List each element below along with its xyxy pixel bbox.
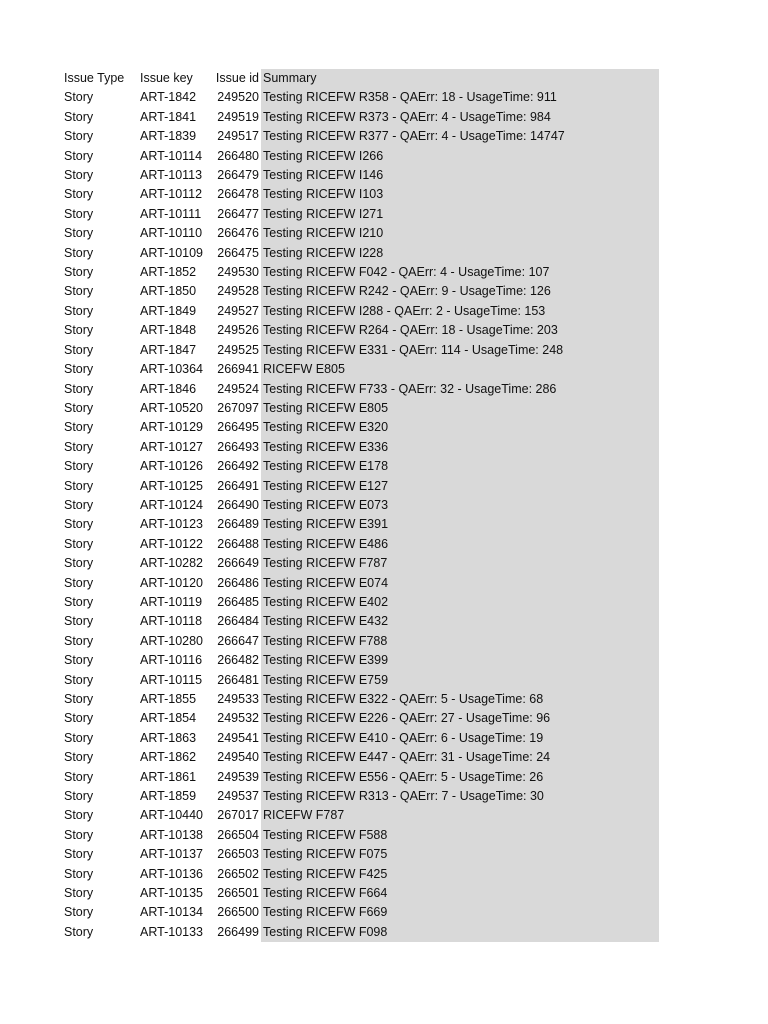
cell-issue-type[interactable]: Story xyxy=(64,109,94,124)
cell-summary[interactable]: RICEFW F787 xyxy=(261,806,659,825)
cell-issue-type[interactable]: Story xyxy=(64,284,94,299)
cell-issue-id[interactable]: 266499 xyxy=(217,924,259,939)
cell-issue-id[interactable]: 249532 xyxy=(217,711,259,726)
cell-issue-key[interactable]: ART-10122 xyxy=(140,536,204,551)
cell-issue-type[interactable]: Story xyxy=(64,517,94,532)
table-row xyxy=(60,282,659,301)
cell-issue-id[interactable]: 266479 xyxy=(217,168,259,183)
cell-issue-id[interactable]: 249517 xyxy=(217,129,259,144)
cell-summary[interactable]: Testing RICEFW R242 - QAErr: 9 - UsageTime: 126 xyxy=(261,282,659,301)
header-issue-id[interactable]: Issue id xyxy=(215,71,259,85)
cell-summary[interactable]: Testing RICEFW F425 xyxy=(261,865,659,884)
table-row xyxy=(60,477,659,496)
cell-issue-id[interactable]: 266492 xyxy=(217,459,259,474)
cell-summary[interactable]: Testing RICEFW E432 xyxy=(261,612,659,631)
cell-issue-key[interactable]: ART-1849 xyxy=(140,303,197,318)
cell-issue-type[interactable]: Story xyxy=(64,808,94,823)
cell-issue-type[interactable]: Story xyxy=(64,265,94,280)
cell-issue-id[interactable]: 266476 xyxy=(217,226,259,241)
cell-issue-key[interactable]: ART-1854 xyxy=(140,711,197,726)
table-row xyxy=(60,690,659,709)
table-row xyxy=(60,438,659,457)
cell-summary[interactable]: Testing RICEFW F042 - QAErr: 4 - UsageTime: 107 xyxy=(261,263,659,282)
cell-issue-key[interactable]: ART-10113 xyxy=(140,168,203,183)
cell-summary[interactable]: Testing RICEFW I271 xyxy=(261,205,659,224)
cell-issue-type[interactable]: Story xyxy=(64,653,94,668)
cell-issue-key[interactable]: ART-1846 xyxy=(140,381,197,396)
table-row xyxy=(60,341,659,360)
cell-issue-id[interactable]: 249540 xyxy=(217,750,259,765)
cell-issue-key[interactable]: ART-1839 xyxy=(140,129,197,144)
cell-issue-type[interactable]: Story xyxy=(64,827,94,842)
table-row xyxy=(60,554,659,573)
cell-issue-id[interactable]: 249541 xyxy=(217,730,259,745)
cell-issue-type[interactable]: Story xyxy=(64,575,94,590)
cell-issue-type[interactable]: Story xyxy=(64,769,94,784)
cell-summary[interactable]: Testing RICEFW R377 - QAErr: 4 - UsageTime: 14747 xyxy=(261,127,659,146)
table-row xyxy=(60,127,659,146)
table-row xyxy=(60,321,659,340)
cell-issue-key[interactable]: ART-10138 xyxy=(140,827,204,842)
cell-summary[interactable]: Testing RICEFW F733 - QAErr: 32 - UsageTime: 286 xyxy=(261,380,659,399)
table-row xyxy=(60,903,659,922)
cell-issue-key[interactable]: ART-10133 xyxy=(140,924,204,939)
cell-issue-id[interactable]: 266501 xyxy=(217,886,259,901)
cell-issue-id[interactable]: 249533 xyxy=(217,692,259,706)
header-issue-key[interactable]: Issue key xyxy=(140,71,193,85)
cell-issue-key[interactable]: ART-10114 xyxy=(140,148,203,163)
header-issue-type[interactable]: Issue Type xyxy=(64,71,125,85)
table-row xyxy=(60,593,659,612)
cell-summary[interactable]: Testing RICEFW E127 xyxy=(261,477,659,496)
cell-issue-id[interactable]: 249520 xyxy=(217,90,259,105)
cell-issue-type[interactable]: Story xyxy=(64,672,94,687)
cell-issue-id[interactable]: 267017 xyxy=(217,808,259,823)
table-row xyxy=(60,515,659,534)
cell-issue-id[interactable]: 266481 xyxy=(217,672,259,687)
table-row xyxy=(60,748,659,767)
table-row xyxy=(60,768,659,787)
cell-summary[interactable]: Testing RICEFW R373 - QAErr: 4 - UsageTime: 984 xyxy=(261,108,659,127)
cell-issue-id[interactable]: 267097 xyxy=(217,400,259,415)
table-row xyxy=(60,224,659,243)
cell-summary[interactable]: Testing RICEFW I288 - QAErr: 2 - UsageTime: 153 xyxy=(261,302,659,321)
cell-issue-type[interactable]: Story xyxy=(64,886,94,901)
cell-issue-type[interactable]: Story xyxy=(64,750,94,765)
cell-issue-id[interactable]: 266493 xyxy=(217,439,259,454)
cell-issue-key[interactable]: ART-10126 xyxy=(140,459,204,474)
table-row xyxy=(60,787,659,806)
cell-summary[interactable]: Testing RICEFW F787 xyxy=(261,554,659,573)
cell-issue-id[interactable]: 266478 xyxy=(217,187,259,202)
cell-issue-key[interactable]: ART-10118 xyxy=(140,614,203,629)
cell-issue-key[interactable]: ART-10111 xyxy=(140,206,202,221)
table-row xyxy=(60,612,659,631)
cell-issue-type[interactable]: Story xyxy=(64,187,94,202)
cell-issue-type[interactable]: Story xyxy=(64,226,94,241)
cell-summary[interactable]: Testing RICEFW E410 - QAErr: 6 - UsageTime: 19 xyxy=(261,729,659,748)
cell-issue-type[interactable]: Story xyxy=(64,323,94,338)
table-row xyxy=(60,380,659,399)
table-row xyxy=(60,632,659,651)
cell-issue-id[interactable]: 249525 xyxy=(217,342,259,357)
table-row xyxy=(60,535,659,554)
cell-issue-key[interactable]: ART-10364 xyxy=(140,362,204,377)
cell-issue-type[interactable]: Story xyxy=(64,692,94,706)
table-row xyxy=(60,360,659,379)
cell-issue-key[interactable]: ART-10116 xyxy=(140,653,203,668)
cell-issue-key[interactable]: ART-10520 xyxy=(140,400,204,415)
header-row xyxy=(60,69,659,88)
cell-issue-key[interactable]: ART-10127 xyxy=(140,439,204,454)
cell-issue-id[interactable]: 266480 xyxy=(217,148,259,163)
cell-summary[interactable]: Testing RICEFW R264 - QAErr: 18 - UsageTime: 203 xyxy=(261,321,659,340)
cell-issue-key[interactable]: ART-10124 xyxy=(140,497,204,512)
cell-issue-key[interactable]: ART-10110 xyxy=(140,226,203,241)
cell-summary[interactable]: Testing RICEFW E805 xyxy=(261,399,659,418)
cell-summary[interactable]: Testing RICEFW I228 xyxy=(261,244,659,263)
cell-summary[interactable]: Testing RICEFW F075 xyxy=(261,845,659,864)
table-row xyxy=(60,671,659,690)
table-row xyxy=(60,108,659,127)
table-row xyxy=(60,185,659,204)
cell-summary[interactable]: RICEFW E805 xyxy=(261,360,659,379)
cell-issue-type[interactable]: Story xyxy=(64,148,94,163)
cell-summary[interactable]: Testing RICEFW I266 xyxy=(261,147,659,166)
table-row xyxy=(60,457,659,476)
cell-issue-key[interactable]: ART-10134 xyxy=(140,905,204,920)
cell-issue-id[interactable]: 266477 xyxy=(217,206,259,221)
table-row xyxy=(60,205,659,224)
issues-sheet xyxy=(60,69,659,942)
table-row xyxy=(60,709,659,728)
cell-issue-type[interactable]: Story xyxy=(64,400,94,415)
cell-issue-type[interactable]: Story xyxy=(64,730,94,745)
cell-summary[interactable]: Testing RICEFW I210 xyxy=(261,224,659,243)
cell-issue-key[interactable]: ART-1847 xyxy=(140,342,197,357)
cell-issue-key[interactable]: ART-10136 xyxy=(140,866,204,881)
cell-issue-type[interactable]: Story xyxy=(64,711,94,726)
cell-issue-type[interactable]: Story xyxy=(64,168,94,183)
cell-issue-key[interactable]: ART-10137 xyxy=(140,847,204,862)
table-row xyxy=(60,826,659,845)
cell-issue-type[interactable]: Story xyxy=(64,90,94,105)
cell-summary[interactable]: Testing RICEFW F788 xyxy=(261,632,659,651)
cell-issue-id[interactable]: 266649 xyxy=(217,556,259,571)
table-row xyxy=(60,166,659,185)
cell-issue-id[interactable]: 266504 xyxy=(217,827,259,842)
cell-issue-type[interactable]: Story xyxy=(64,497,94,512)
cell-summary[interactable]: Testing RICEFW E391 xyxy=(261,515,659,534)
cell-issue-id[interactable]: 266500 xyxy=(217,905,259,920)
cell-summary[interactable]: Testing RICEFW E399 xyxy=(261,651,659,670)
cell-issue-id[interactable]: 266503 xyxy=(217,847,259,862)
cell-issue-type[interactable]: Story xyxy=(64,420,94,435)
cell-issue-id[interactable]: 266490 xyxy=(217,497,259,512)
cell-issue-id[interactable]: 249519 xyxy=(217,109,259,124)
cell-issue-id[interactable]: 266495 xyxy=(217,420,259,435)
cell-issue-key[interactable]: ART-1852 xyxy=(140,265,197,280)
cell-issue-type[interactable]: Story xyxy=(64,342,94,357)
cell-issue-type[interactable]: Story xyxy=(64,129,94,144)
cell-issue-id[interactable]: 249524 xyxy=(217,381,259,396)
cell-issue-type[interactable]: Story xyxy=(64,206,94,221)
cell-issue-type[interactable]: Story xyxy=(64,594,94,609)
cell-summary[interactable]: Testing RICEFW E226 - QAErr: 27 - UsageTime: 96 xyxy=(261,709,659,728)
cell-issue-id[interactable]: 266491 xyxy=(217,478,259,493)
cell-issue-type[interactable]: Story xyxy=(64,633,94,648)
cell-issue-type[interactable]: Story xyxy=(64,303,94,318)
cell-summary[interactable]: Testing RICEFW E073 xyxy=(261,496,659,515)
cell-issue-type[interactable]: Story xyxy=(64,362,94,377)
cell-issue-id[interactable]: 249537 xyxy=(217,789,259,804)
cell-issue-id[interactable]: 266941 xyxy=(217,362,259,377)
cell-issue-id[interactable]: 266475 xyxy=(217,245,259,260)
cell-issue-id[interactable]: 249539 xyxy=(217,769,259,784)
table-row xyxy=(60,845,659,864)
sheet-body xyxy=(60,69,659,942)
cell-issue-key[interactable]: ART-10120 xyxy=(140,575,204,590)
table-row xyxy=(60,399,659,418)
cell-issue-key[interactable]: ART-10440 xyxy=(140,808,204,823)
cell-summary[interactable]: Testing RICEFW R358 - QAErr: 18 - UsageTime: 911 xyxy=(261,88,659,107)
cell-issue-key[interactable]: ART-1855 xyxy=(140,692,197,706)
cell-issue-key[interactable]: ART-1863 xyxy=(140,730,197,745)
cell-issue-id[interactable]: 249528 xyxy=(217,284,259,299)
cell-summary[interactable]: Testing RICEFW E447 - QAErr: 31 - UsageTime: 24 xyxy=(261,748,659,767)
cell-issue-key[interactable]: ART-10280 xyxy=(140,633,204,648)
cell-summary[interactable]: Testing RICEFW E331 - QAErr: 114 - UsageTime: 248 xyxy=(261,341,659,360)
cell-issue-id[interactable]: 266482 xyxy=(217,653,259,668)
cell-summary[interactable]: Testing RICEFW R313 - QAErr: 7 - UsageTime: 30 xyxy=(261,787,659,806)
cell-issue-id[interactable]: 266484 xyxy=(217,614,259,629)
table-row xyxy=(60,806,659,825)
cell-summary[interactable]: Testing RICEFW E178 xyxy=(261,457,659,476)
cell-summary[interactable]: Testing RICEFW E322 - QAErr: 5 - UsageTime: 68 xyxy=(261,690,659,709)
cell-issue-key[interactable]: ART-1842 xyxy=(140,90,197,105)
cell-issue-key[interactable]: ART-1841 xyxy=(140,109,197,124)
table-row xyxy=(60,418,659,437)
table-row xyxy=(60,147,659,166)
cell-issue-key[interactable]: ART-1861 xyxy=(140,769,197,784)
cell-issue-key[interactable]: ART-10282 xyxy=(140,556,204,571)
table-row xyxy=(60,263,659,282)
cell-issue-key[interactable]: ART-10109 xyxy=(140,245,204,260)
cell-issue-type[interactable]: Story xyxy=(64,614,94,629)
table-row xyxy=(60,729,659,748)
table-row xyxy=(60,88,659,107)
table-row xyxy=(60,865,659,884)
cell-issue-id[interactable]: 266485 xyxy=(217,594,259,609)
cell-issue-id[interactable]: 266488 xyxy=(217,536,259,551)
cell-issue-id[interactable]: 266647 xyxy=(217,633,259,648)
cell-issue-type[interactable]: Story xyxy=(64,866,94,881)
cell-issue-key[interactable]: ART-10123 xyxy=(140,517,204,532)
cell-issue-id[interactable]: 266486 xyxy=(217,575,259,590)
cell-summary[interactable]: Testing RICEFW E759 xyxy=(261,671,659,690)
cell-issue-key[interactable]: ART-1848 xyxy=(140,323,197,338)
cell-summary[interactable]: Testing RICEFW E402 xyxy=(261,593,659,612)
table-row xyxy=(60,302,659,321)
cell-issue-type[interactable]: Story xyxy=(64,478,94,493)
cell-summary[interactable]: Testing RICEFW E320 xyxy=(261,418,659,437)
cell-issue-id[interactable]: 249530 xyxy=(217,265,259,280)
table-row xyxy=(60,651,659,670)
cell-summary[interactable]: Testing RICEFW F588 xyxy=(261,826,659,845)
cell-issue-key[interactable]: ART-10135 xyxy=(140,886,204,901)
cell-issue-key[interactable]: ART-10115 xyxy=(140,672,203,687)
cell-issue-id[interactable]: 249526 xyxy=(217,323,259,338)
table-row xyxy=(60,496,659,515)
cell-summary[interactable]: Testing RICEFW I103 xyxy=(261,185,659,204)
cell-issue-type[interactable]: Story xyxy=(64,789,94,804)
cell-issue-type[interactable]: Story xyxy=(64,905,94,920)
table-row xyxy=(60,244,659,263)
cell-summary[interactable]: Testing RICEFW I146 xyxy=(261,166,659,185)
table-row xyxy=(60,923,659,942)
cell-issue-key[interactable]: ART-1850 xyxy=(140,284,197,299)
cell-issue-key[interactable]: ART-10129 xyxy=(140,420,204,435)
cell-issue-key[interactable]: ART-1859 xyxy=(140,789,197,804)
cell-issue-type[interactable]: Story xyxy=(64,439,94,454)
cell-issue-type[interactable]: Story xyxy=(64,847,94,862)
cell-summary[interactable]: Testing RICEFW F098 xyxy=(261,923,659,942)
cell-summary[interactable]: Testing RICEFW F664 xyxy=(261,884,659,903)
cell-issue-key[interactable]: ART-1862 xyxy=(140,750,197,765)
cell-issue-id[interactable]: 249527 xyxy=(217,303,259,318)
cell-issue-type[interactable]: Story xyxy=(64,381,94,396)
table-row xyxy=(60,884,659,903)
cell-issue-key[interactable]: ART-10112 xyxy=(140,187,203,202)
header-summary[interactable]: Summary xyxy=(261,69,659,88)
cell-summary[interactable]: Testing RICEFW E556 - QAErr: 5 - UsageTime: 26 xyxy=(261,768,659,787)
cell-summary[interactable]: Testing RICEFW E486 xyxy=(261,535,659,554)
cell-issue-id[interactable]: 266502 xyxy=(217,866,259,881)
cell-summary[interactable]: Testing RICEFW E074 xyxy=(261,574,659,593)
cell-summary[interactable]: Testing RICEFW F669 xyxy=(261,903,659,922)
cell-summary[interactable]: Testing RICEFW E336 xyxy=(261,438,659,457)
cell-issue-type[interactable]: Story xyxy=(64,556,94,571)
cell-issue-key[interactable]: ART-10119 xyxy=(140,594,203,609)
cell-issue-type[interactable]: Story xyxy=(64,245,94,260)
cell-issue-key[interactable]: ART-10125 xyxy=(140,478,204,493)
cell-issue-type[interactable]: Story xyxy=(64,924,94,939)
cell-issue-type[interactable]: Story xyxy=(64,536,94,551)
cell-issue-id[interactable]: 266489 xyxy=(217,517,259,532)
cell-issue-type[interactable]: Story xyxy=(64,459,94,474)
table-row xyxy=(60,574,659,593)
